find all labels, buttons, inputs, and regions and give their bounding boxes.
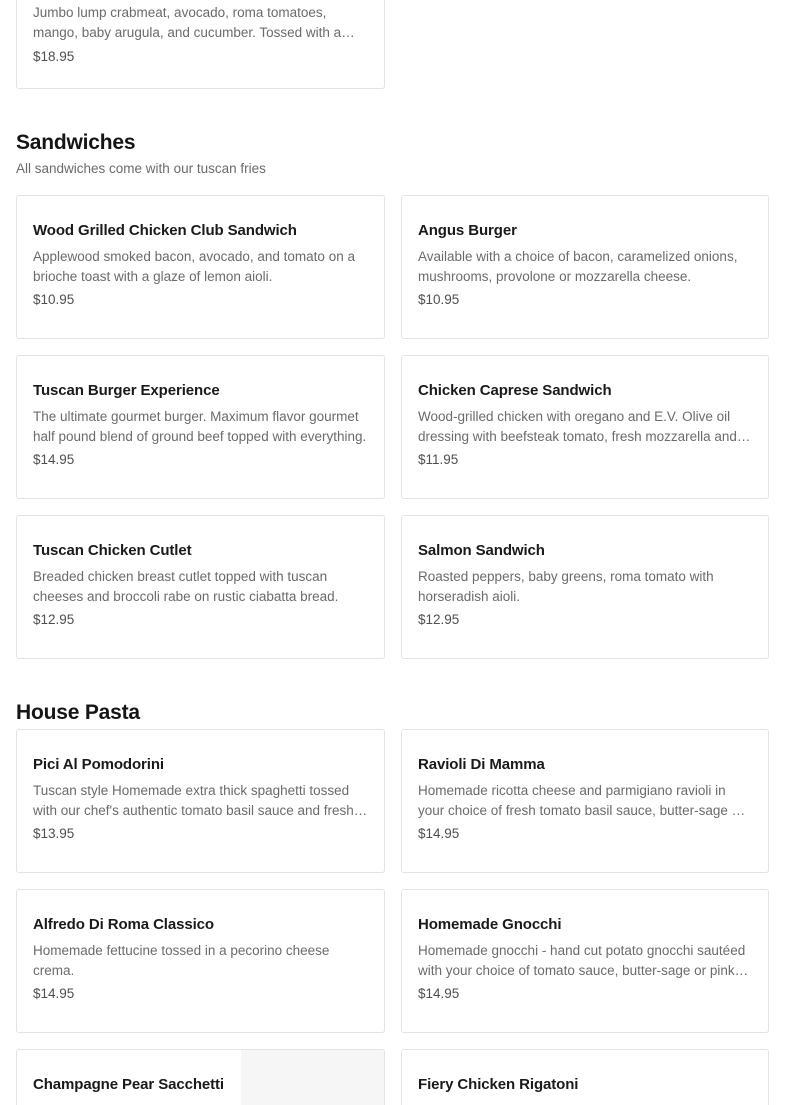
menu-item-name: Tuscan Chicken Cutlet [33, 542, 192, 559]
menu-item-card[interactable] [16, 1049, 385, 1105]
menu-item-name: Fiery Chicken Rigatoni [418, 1076, 579, 1093]
menu-item-card[interactable] [16, 195, 385, 339]
section-title-house-pasta: House Pasta [16, 701, 140, 724]
menu-item-card[interactable] [401, 195, 769, 339]
menu-item-price: $12.95 [418, 612, 460, 627]
menu-item-name: Pici Al Pomodorini [33, 756, 164, 773]
menu-item-description: The ultimate gourmet burger. Maximum flavor gourmet half pound blend of ground beef topped with everything. [33, 409, 367, 444]
section-title-sandwiches: Sandwiches [16, 131, 136, 154]
menu-item-card[interactable] [16, 889, 385, 1033]
menu-item-description: Roasted peppers, baby greens, roma tomato with horseradish aioli. [418, 569, 714, 604]
menu-item-name: Homemade Gnocchi [418, 916, 562, 933]
menu-item-price: $14.95 [33, 986, 75, 1001]
menu-item-price: $14.95 [418, 986, 460, 1001]
menu-item-price: $14.95 [33, 452, 75, 467]
menu-item-card[interactable] [401, 355, 769, 499]
menu-item-description: Tuscan style Homemade extra thick spaghetti tossed with our chef's authentic tomato basil sauce and fresh [33, 783, 354, 818]
menu-item-name: Ravioli Di Mamma [418, 756, 545, 773]
menu-item-name: Alfredo Di Roma Classico [33, 916, 214, 933]
menu-item-card[interactable] [16, 355, 385, 499]
menu-item-name: Tuscan Burger Experience [33, 382, 220, 399]
menu-item-card[interactable] [16, 729, 385, 873]
menu-item-description: Homemade fettucine tossed in a pecorino cheese crema. [33, 943, 330, 978]
menu-item-name: Salmon Sandwich [418, 542, 545, 559]
menu-item-card[interactable] [401, 1049, 769, 1105]
menu-item-card[interactable] [16, 0, 385, 89]
menu-item-price: $18.95 [33, 49, 75, 64]
menu-item-name: Wood Grilled Chicken Club Sandwich [33, 222, 297, 239]
menu-item-card[interactable] [401, 515, 769, 659]
menu-item-name: Angus Burger [418, 222, 517, 239]
menu-item-description: Wood-grilled chicken with oregano and E.V. Olive oil dressing with beefsteak tomato, fresh mozzarella and [418, 409, 737, 444]
menu-item-price: $11.95 [418, 452, 459, 467]
menu-item-description: Homemade gnocchi - hand cut potato gnocchi sautéed with your choice of tomato sauce, butter-sage or pink [418, 943, 746, 978]
menu-item-name: Champagne Pear Sacchetti [33, 1076, 224, 1093]
menu-item-price: $10.95 [418, 292, 460, 307]
menu-item-price: $14.95 [418, 826, 460, 841]
menu-item-price: $13.95 [33, 826, 75, 841]
menu-item-description: Applewood smoked bacon, avocado, and tomato on a brioche toast with a glaze of lemon aioli. [33, 249, 355, 284]
menu-item-name: Chicken Caprese Sandwich [418, 382, 612, 399]
menu-item-description: Available with a choice of bacon, caramelized onions, mushrooms, provolone or mozzarella cheese. [418, 249, 738, 284]
menu-item-card[interactable] [401, 729, 769, 873]
menu-item-card[interactable] [401, 889, 769, 1033]
menu-item-description: Jumbo lump crabmeat, avocado, roma tomatoes, mango, baby arugula, and cucumber. Tossed with a [33, 5, 342, 40]
section-subtitle: All sandwiches come with our tuscan fries [16, 161, 266, 176]
menu-item-card[interactable] [16, 515, 385, 659]
menu-item-price: $12.95 [33, 612, 75, 627]
menu-item-price: $10.95 [33, 292, 75, 307]
menu-item-description: Breaded chicken breast cutlet topped with tuscan cheeses and broccoli rabe on rustic ciabatta bread. [33, 569, 339, 604]
menu-item-image [241, 1050, 384, 1105]
menu-item-description: Homemade ricotta cheese and parmigiano ravioli in your choice of fresh tomato basil sauce, butter-sage or [418, 783, 744, 818]
